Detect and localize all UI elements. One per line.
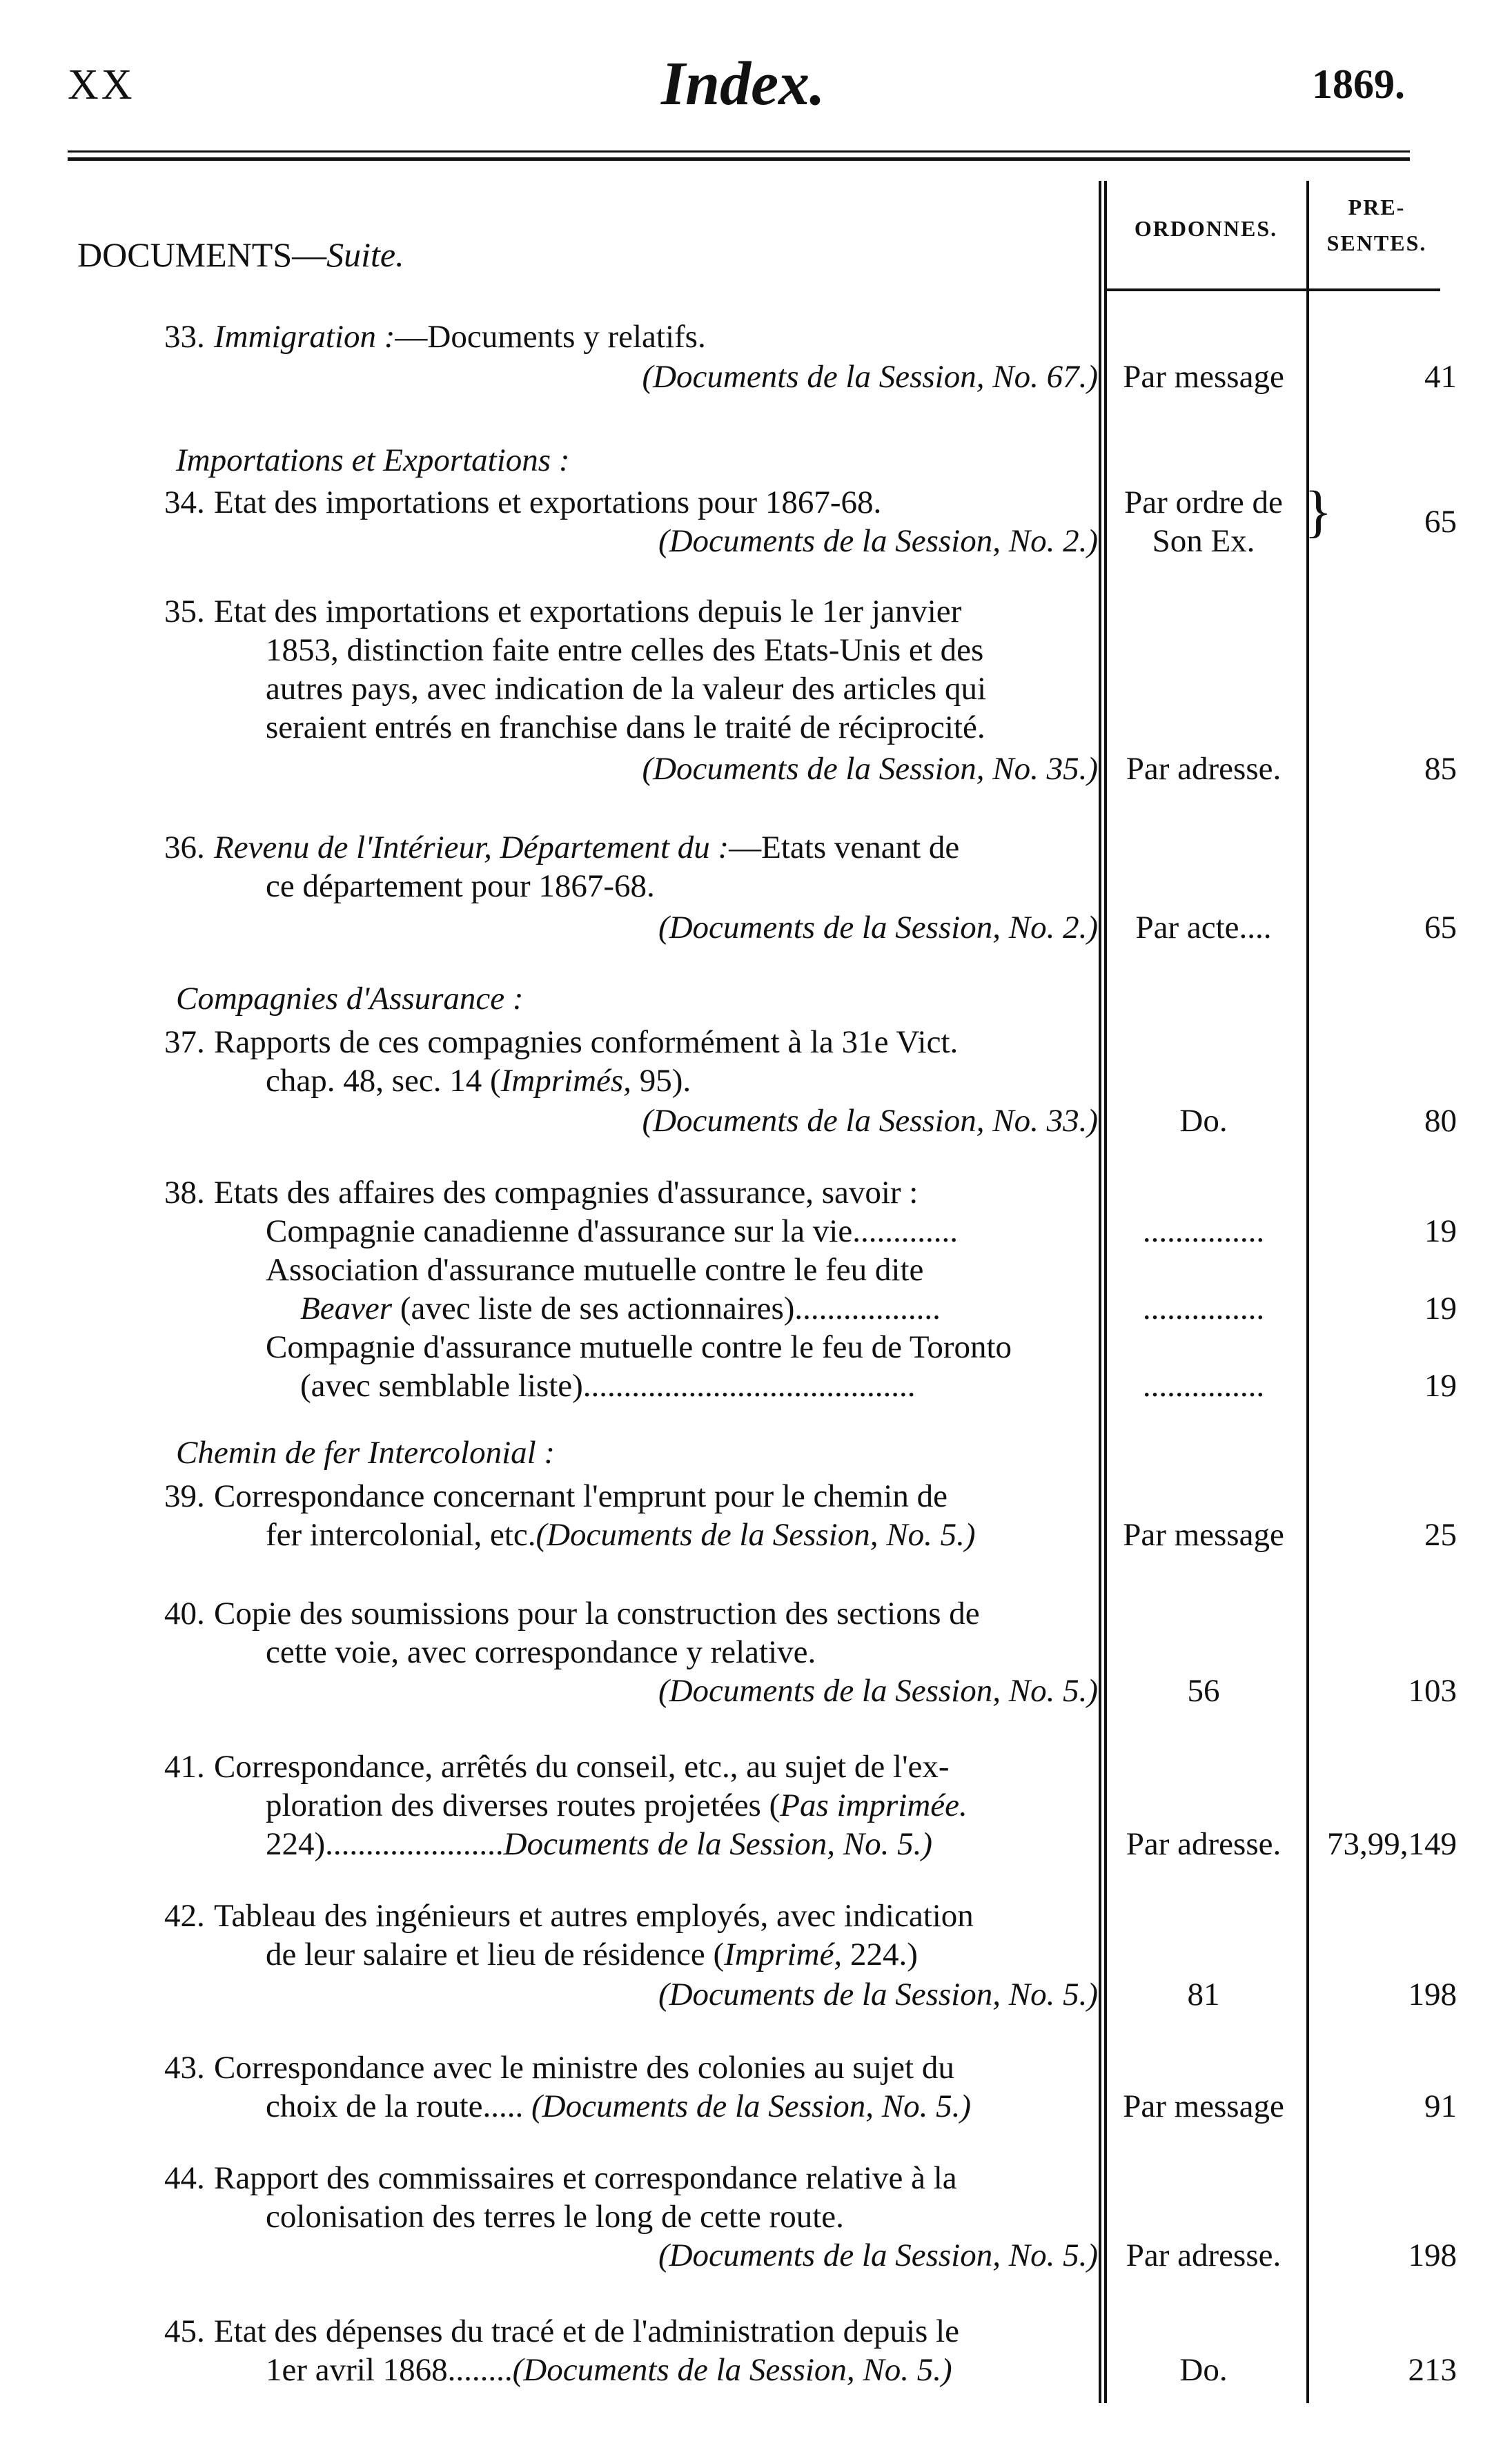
entry-ordonnes: Par ordre de — [1124, 484, 1283, 520]
entry-number: 34. — [164, 484, 205, 520]
entry-ordonnes: Do. — [1179, 2352, 1228, 2388]
entry-ordonnes: 56 — [1187, 1673, 1220, 1709]
entry-number: 44. — [164, 2160, 205, 2196]
entry-presentes: 198 — [1408, 1977, 1457, 2012]
column-head-presentes-1: PRE- — [1348, 195, 1406, 219]
entry-text: Rapport des commissaires et correspondance relative à la — [214, 2160, 957, 2196]
entry-ordonnes: ............... — [1142, 1368, 1265, 1404]
entry-text-line: 224)......................Documents de la Session, No. 5.) — [266, 1826, 933, 1862]
column-head-presentes-2: SENTES. — [1326, 231, 1427, 255]
entry-text: Tableau des ingénieurs et autres employés, avec indication — [214, 1898, 974, 1934]
ordonnes-underline — [1104, 288, 1306, 291]
entry-number: 43. — [164, 2050, 205, 2086]
entry-ordonnes: ............... — [1142, 1291, 1265, 1326]
page-year: 1869. — [1312, 61, 1405, 107]
section-heading — [77, 235, 404, 275]
entry-text-line: choix de la route..... (Documents de la Session, No. 5.) — [266, 2088, 972, 2124]
subheading-chemin: Chemin de fer Intercolonial : — [176, 1435, 556, 1471]
entry-text: —Documents y relatifs. — [395, 319, 706, 355]
entry-presentes: 19 — [1424, 1368, 1457, 1404]
entry-text: Etat des importations et exportations pour 1867-68. — [214, 484, 882, 520]
entry-presentes: 198 — [1408, 2237, 1457, 2273]
entry-title: Revenu de l'Intérieur, Département du : — [214, 830, 729, 865]
entry-text-line: colonisation des terres le long de cette route. — [266, 2199, 844, 2235]
entry-number: 36. — [164, 830, 205, 865]
entry-ordonnes: Par adresse. — [1126, 1826, 1282, 1862]
entry-reference: (Documents de la Session, No. 2.) — [658, 910, 1098, 946]
entry-presentes: 91 — [1424, 2088, 1457, 2124]
entry-number: 39. — [164, 1478, 205, 1514]
entry-presentes: 65 — [1424, 504, 1457, 540]
entry-reference: (Documents de la Session, No. 67.) — [642, 359, 1098, 395]
entry-reference: (Documents de la Session, No. 2.) — [658, 523, 1098, 559]
entry-text-line: Compagnie canadienne d'assurance sur la vie............. — [266, 1213, 958, 1249]
entry-text-line: fer intercolonial, etc.(Documents de la Session, No. 5.) — [266, 1517, 976, 1553]
entry-text-line: autres pays, avec indication de la valeur des articles qui — [266, 671, 987, 707]
entry-ordonnes: Par message — [1123, 2088, 1284, 2124]
entry-text: Etats des affaires des compagnies d'assurance, savoir : — [214, 1175, 919, 1211]
entry-text: Rapports de ces compagnies conformément à la 31e Vict. — [214, 1024, 959, 1060]
section-suite: Suite. — [326, 235, 404, 274]
entry-reference: (Documents de la Session, No. 5.) — [658, 1977, 1098, 2012]
entry-title: Immigration : — [214, 319, 395, 355]
entry-number: 40. — [164, 1596, 205, 1632]
entry-text-line: ce département pour 1867-68. — [266, 868, 655, 904]
section-name: DOCUMENTS— — [77, 235, 327, 274]
entry-text-line: Association d'assurance mutuelle contre le feu dite — [266, 1252, 924, 1288]
entry-text-line: cette voie, avec correspondance y relative. — [266, 1634, 816, 1670]
entry-text-line: (avec semblable liste)......................................... — [300, 1368, 916, 1404]
subheading-assurance: Compagnies d'Assurance : — [176, 981, 524, 1017]
entry-reference: (Documents de la Session, No. 5.) — [658, 1673, 1098, 1709]
presentes-underline — [1309, 288, 1440, 291]
entry-ordonnes: Par adresse. — [1126, 751, 1282, 787]
page-title: Index. — [661, 50, 825, 118]
header-rule-thick — [68, 157, 1410, 161]
entry-reference: (Documents de la Session, No. 5.) — [658, 2237, 1098, 2273]
brace-icon: } — [1304, 480, 1333, 544]
entry-text: —Etats venant de — [729, 830, 960, 865]
entry-presentes: 25 — [1424, 1517, 1457, 1553]
entry-text-line: Compagnie d'assurance mutuelle contre le feu de Toronto — [266, 1329, 1012, 1365]
entry-text-line: chap. 48, sec. 14 (Imprimés, 95). — [266, 1063, 691, 1099]
entry-ordonnes: Do. — [1179, 1103, 1228, 1139]
entry-presentes: 19 — [1424, 1213, 1457, 1249]
entry-reference: (Documents de la Session, No. 35.) — [642, 751, 1098, 787]
entry-ordonnes-2: Son Ex. — [1152, 523, 1255, 559]
entry-text-line: 1er avril 1868........(Documents de la Session, No. 5.) — [266, 2352, 952, 2388]
entry-presentes: 103 — [1408, 1673, 1457, 1709]
entry-text: Etat des importations et exportations depuis le 1er janvier — [214, 594, 962, 629]
entry-number: 35. — [164, 594, 205, 629]
entry-text-line: ploration des diverses routes projetées (Pas imprimée. — [266, 1787, 968, 1823]
entry-ordonnes: Par message — [1123, 359, 1284, 395]
entry-presentes: 41 — [1424, 359, 1457, 395]
entry-text: Copie des soumissions pour la construction des sections de — [214, 1596, 980, 1632]
entry-text: Etat des dépenses du tracé et de l'administration depuis le — [214, 2313, 959, 2349]
entry-presentes: 73,99,149 — [1327, 1826, 1457, 1862]
entry-text-line: de leur salaire et lieu de résidence (Imprimé, 224.) — [266, 1937, 918, 1972]
entry-reference: (Documents de la Session, No. 33.) — [642, 1103, 1098, 1139]
entry-ordonnes: ............... — [1142, 1213, 1265, 1249]
page-number: XX — [68, 61, 135, 108]
entry-ordonnes: Par acte.... — [1135, 910, 1272, 946]
entry-presentes: 80 — [1424, 1103, 1457, 1139]
header-rule-thin — [68, 150, 1410, 153]
entry-number: 33. — [164, 319, 205, 355]
entry-ordonnes: Par message — [1123, 1517, 1284, 1553]
entry-presentes: 65 — [1424, 910, 1457, 946]
entry-number: 41. — [164, 1749, 205, 1785]
entry-text-line: Beaver (avec liste de ses actionnaires).................. — [300, 1291, 941, 1326]
entry-text: Correspondance concernant l'emprunt pour le chemin de — [214, 1478, 948, 1514]
entry-text: Correspondance avec le ministre des colonies au sujet du — [214, 2050, 954, 2086]
entry-number: 37. — [164, 1024, 205, 1060]
column-head-ordonnes: ORDONNES. — [1134, 216, 1278, 241]
entry-number: 42. — [164, 1898, 205, 1934]
entry-presentes: 85 — [1424, 751, 1457, 787]
entry-number: 45. — [164, 2313, 205, 2349]
entry-presentes: 19 — [1424, 1291, 1457, 1326]
entry-ordonnes: Par adresse. — [1126, 2237, 1282, 2273]
entry-ordonnes: 81 — [1187, 1977, 1220, 2012]
entry-text-line: seraient entrés en franchise dans le traité de réciprocité. — [266, 709, 985, 745]
entry-text-line: 1853, distinction faite entre celles des Etats-Unis et des — [266, 632, 984, 668]
entry-presentes: 213 — [1408, 2352, 1457, 2388]
subheading-importations: Importations et Exportations : — [176, 442, 570, 478]
entry-text: Correspondance, arrêtés du conseil, etc., au sujet de l'ex- — [214, 1749, 950, 1785]
entry-number: 38. — [164, 1175, 205, 1211]
